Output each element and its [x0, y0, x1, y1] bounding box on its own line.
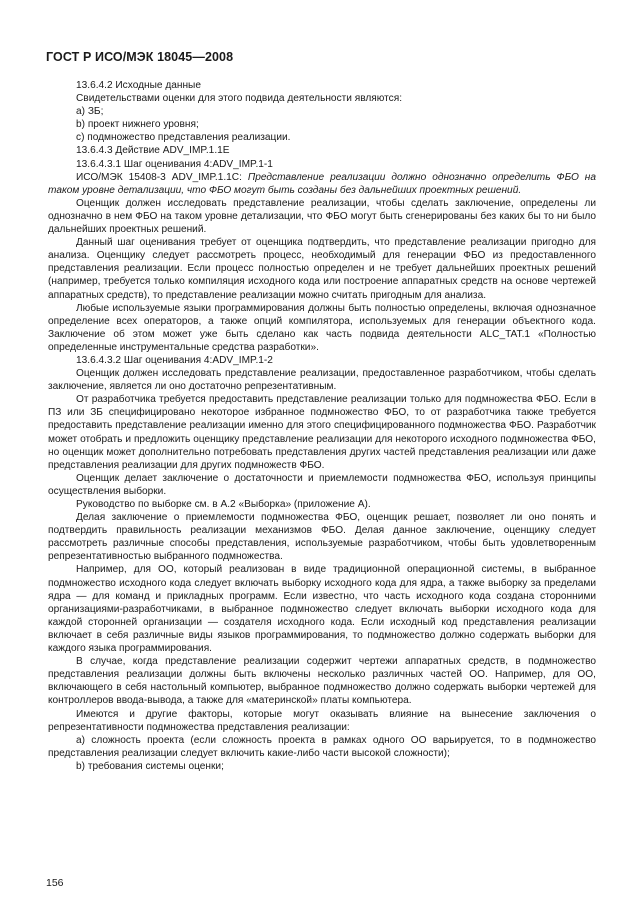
paragraph: Руководство по выборке см. в А.2 «Выборка» (приложение А).: [76, 499, 371, 510]
paragraph: Оценщик делает заключение о достаточности и приемлемости подмножества ФБО, используя принципы осуществления выборки.: [48, 472, 596, 497]
list-item: a) ЗБ;: [76, 106, 104, 118]
section-heading: 13.6.4.3.1 Шаг оценивания 4:ADV_IMP.1-1: [76, 158, 273, 170]
paragraph: Например, для ОО, который реализован в виде традиционной операционной системы, в выбранное подмножество исходного кода следует включать выборку исходного кода для ядра, а также выборку за пределами ядра — для команд и прикладных программ. Если известно, что часть исходного кода создана сторонними организациями-разработчиками, в выбранное подмножество следует включать выборки исходного кода для каждой сторонней организации — создателя исходного кода. Если исходный код представления реализации включает в себя различные виды языков программирования, то подмножество должно содержать выборки для каждого языка программирования.: [48, 564, 596, 655]
paragraph: Имеются и другие факторы, которые могут оказывать влияние на вынесение заключения о репрезентативности подмножества представления реализации:: [48, 708, 596, 733]
section-heading: 13.6.4.3 Действие ADV_IMP.1.1E: [76, 145, 230, 157]
page-body: [48, 79, 596, 773]
citation-reference: ИСО/МЭК 15408-3 ADV_IMP.1.1C:: [76, 171, 248, 183]
page-number: 156: [46, 877, 64, 889]
page-header-title: ГОСТ Р ИСО/МЭК 18045—2008: [46, 50, 234, 64]
paragraph: Данный шаг оценивания требует от оценщика подтвердить, что представление реализации пригодно для анализа. Оценщику следует рассмотреть процесс, необходимый для генерации ФБО из предоставленного представления реализации. Если процесс полностью определен и не требует дальнейших проектных решений (например, требуется только компиляция исходного кода или построение аппаратных средств на основе чертежей аппаратных средств), то представление реализации можно считать пригодным для анализа.: [48, 237, 596, 301]
paragraph: Оценщик должен исследовать представление реализации, чтобы сделать заключение, определены ли однозначно в нем ФБО на таком уровне детализации, что ФБО могут быть сгенерированы без каких бы то ни было дальнейших проектных решений.: [48, 197, 596, 236]
paragraph: В случае, когда представление реализации содержит чертежи аппаратных средств, в подмножество представления реализации должны быть включены несколько различных частей ОО. Например, для ОО, включающего в себя настольный компьютер, выбранное подмножество должно содержать выборки чертежей для контроллеров ввода-вывода, а также для «материнской» платы компьютера.: [48, 656, 596, 707]
paragraph: От разработчика требуется предоставить представление реализации только для подмножества ФБО. Если в ПЗ или ЗБ специфицировано некоторое избранное подмножество ФБО, то от разработчика также требуется предоставить представление реализации именно для этого специфицированного подмножества ФБО. Разработчик может отобрать и предложить оценщику представление реализации для некоторого исходного подмножества ФБО, но оценщик может дополнительно потребовать представления других частей представления реализации или даже представления реализации для других подмножеств ФБО.: [48, 394, 596, 471]
list-item: a) сложность проекта (если сложность проекта в рамках одного ОО варьируется, то в подмножество представления реализации следует включить какие-либо части высокой сложности);: [48, 734, 596, 759]
section-heading: 13.6.4.3.2 Шаг оценивания 4:ADV_IMP.1-2: [76, 354, 273, 366]
paragraph: Делая заключение о приемлемости подмножества ФБО, оценщик решает, позволяет ли оно понять и подтвердить правильность реализации механизмов ФБО. Делая данное заключение, оценщику следует рассмотреть различные способы представления, используемые разработчиком, чтобы быть удовлетворенным репрезентативностью выбранного подмножества.: [48, 512, 596, 563]
paragraph: Оценщик должен исследовать представление реализации, предоставленное разработчиком, чтобы сделать заключение, является ли оно достаточно репрезентативным.: [48, 368, 596, 393]
list-item: b) требования системы оценки;: [76, 760, 224, 772]
citation-text: Представление реализации должно однозначно определить ФБО на таком уровне детализации, что ФБО могут быть созданы без дальнейших проектных решений.: [48, 171, 596, 196]
paragraph: Любые используемые языки программирования должны быть полностью определены, включая однозначное определение всех операторов, а также опций компилятора, используемых для генерации объектного кода. Заключение об этом может уже быть сделано как часть подвида деятельности ALC_TAT.1 «Полностью определенные инструментальные средства разработки».: [48, 302, 596, 353]
paragraph: Свидетельствами оценки для этого подвида деятельности являются:: [76, 93, 403, 105]
list-item: b) проект нижнего уровня;: [76, 119, 199, 131]
standard-citation: [48, 171, 596, 197]
list-item: c) подмножество представления реализации.: [76, 132, 291, 144]
section-heading: 13.6.4.2 Исходные данные: [76, 80, 201, 91]
